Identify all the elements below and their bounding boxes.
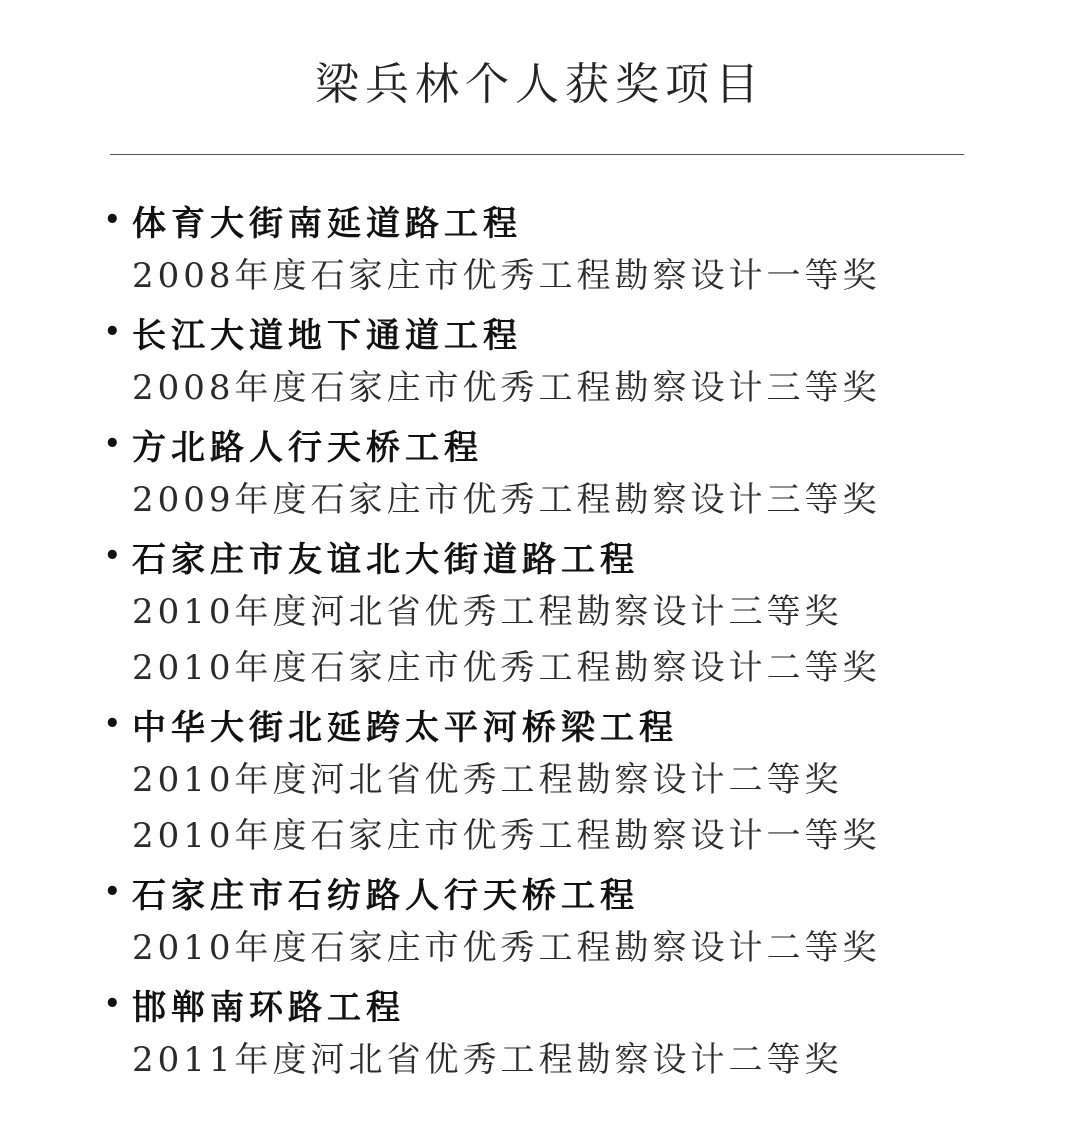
project-item <box>104 416 1004 528</box>
award-text: 2010年度石家庄市优秀工程勘察设计二等奖 <box>132 648 881 688</box>
page-title: 梁兵林个人获奖项目 <box>315 59 765 110</box>
project-name <box>104 864 1004 920</box>
bullet-icon: • <box>104 317 126 347</box>
project-name-text: 体育大街南延道路工程 <box>132 203 522 244</box>
project-name-text: 石家庄市友谊北大街道路工程 <box>132 539 639 580</box>
project-item <box>104 976 1004 1088</box>
project-name <box>104 304 1004 360</box>
award-text: 2008年度石家庄市优秀工程勘察设计一等奖 <box>132 256 881 296</box>
award-text: 2011年度河北省优秀工程勘察设计二等奖 <box>132 1040 843 1080</box>
project-name-text: 石家庄市石纺路人行天桥工程 <box>132 875 639 916</box>
bullet-icon: • <box>104 989 126 1019</box>
project-name <box>104 192 1004 248</box>
project-name-text: 方北路人行天桥工程 <box>132 427 483 468</box>
project-name <box>104 416 1004 472</box>
award-text: 2010年度石家庄市优秀工程勘察设计一等奖 <box>132 816 881 856</box>
award-project-list <box>104 192 1004 1088</box>
project-item <box>104 304 1004 416</box>
project-item <box>104 696 1004 864</box>
award-text: 2010年度石家庄市优秀工程勘察设计二等奖 <box>132 928 881 968</box>
project-name <box>104 696 1004 752</box>
award-text: 2010年度河北省优秀工程勘察设计三等奖 <box>132 592 843 632</box>
bullet-icon: • <box>104 429 126 459</box>
bullet-icon: • <box>104 709 126 739</box>
award-text: 2010年度河北省优秀工程勘察设计二等奖 <box>132 760 843 800</box>
project-name <box>104 528 1004 584</box>
project-name-text: 中华大街北延跨太平河桥梁工程 <box>132 707 678 748</box>
project-name <box>104 976 1004 1032</box>
project-name-text: 邯郸南环路工程 <box>132 987 405 1028</box>
project-item <box>104 192 1004 304</box>
bullet-icon: • <box>104 541 126 571</box>
award-text: 2008年度石家庄市优秀工程勘察设计三等奖 <box>132 368 881 408</box>
project-name-text: 长江大道地下通道工程 <box>132 315 522 356</box>
bullet-icon: • <box>104 877 126 907</box>
project-item <box>104 528 1004 696</box>
bullet-icon: • <box>104 205 126 235</box>
title-divider <box>110 154 964 155</box>
award-text: 2009年度石家庄市优秀工程勘察设计三等奖 <box>132 480 881 520</box>
project-item <box>104 864 1004 976</box>
